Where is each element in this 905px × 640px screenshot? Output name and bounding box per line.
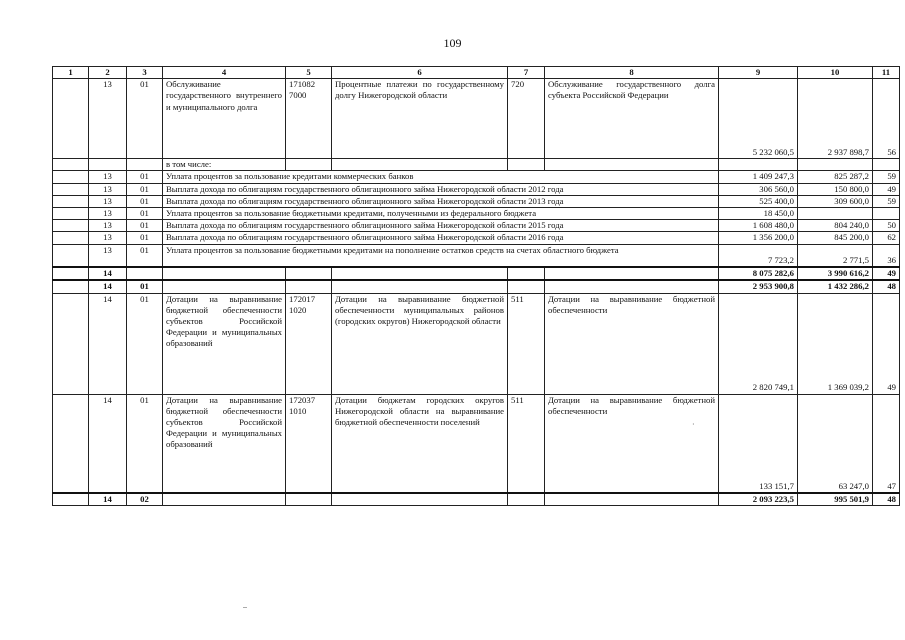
target-name xyxy=(332,267,508,280)
table-row xyxy=(53,232,900,244)
amount-actual: 2 771,5 xyxy=(798,244,873,267)
col1-cell xyxy=(53,195,89,207)
subsection-code xyxy=(127,267,163,280)
section-name: Дотации на выравнивание бюджетной обеспеченности субъектов Российской Федерации и муниципальных образований xyxy=(163,293,286,394)
expense-type-name: Обслуживание государственного долга субъекта Российской Федерации xyxy=(545,79,719,159)
target-name: Дотации на выравнивание бюджетной обеспеченности муниципальных районов (городских округов) Нижегородской области xyxy=(332,293,508,394)
col1-cell xyxy=(53,79,89,159)
subsection-code: 01 xyxy=(127,79,163,159)
expense-type-code xyxy=(508,159,545,171)
col1-cell xyxy=(53,493,89,506)
section-code: 14 xyxy=(89,493,127,506)
percent-cell: 48 xyxy=(873,493,900,506)
amount-actual: 825 287,2 xyxy=(798,171,873,183)
breakdown-item: Уплата процентов за пользование кредитами коммерческих банков xyxy=(163,171,719,183)
target-code: 172037 1010 xyxy=(286,394,332,493)
percent-cell: 56 xyxy=(873,79,900,159)
subsection-code: 01 xyxy=(127,171,163,183)
percent-cell: 59 xyxy=(873,195,900,207)
expense-type-name: Дотации на выравнивание бюджетной обеспеченности xyxy=(545,293,719,394)
amount-actual: 804 240,0 xyxy=(798,220,873,232)
amount-plan: 2 953 900,8 xyxy=(719,280,798,293)
col1-cell xyxy=(53,267,89,280)
expense-type-code: 511 xyxy=(508,394,545,493)
header-cell: 5 xyxy=(286,67,332,79)
amount-plan: 306 560,0 xyxy=(719,183,798,195)
target-code xyxy=(286,280,332,293)
amount-plan: 18 450,0 xyxy=(719,208,798,220)
target-name: Дотации бюджетам городских округов Нижегородской области на выравнивание бюджетной обеспеченности поселений xyxy=(332,394,508,493)
breakdown-item: Уплата процентов за пользование бюджетными кредитами на пополнение остатков средств на счетах областного бюджета xyxy=(163,244,719,267)
expense-type-code xyxy=(508,493,545,506)
subsection-total-row xyxy=(53,280,900,293)
section-name xyxy=(163,280,286,293)
section-code: 13 xyxy=(89,220,127,232)
table-row xyxy=(53,220,900,232)
expense-type-code: 720 xyxy=(508,79,545,159)
subsection-code: 02 xyxy=(127,493,163,506)
amount-plan: 1 356 200,0 xyxy=(719,232,798,244)
target-name xyxy=(332,493,508,506)
subsection-total-row xyxy=(53,493,900,506)
subsection-code: 01 xyxy=(127,232,163,244)
header-cell: 9 xyxy=(719,67,798,79)
amount-actual: 3 990 616,2 xyxy=(798,267,873,280)
header-cell: 10 xyxy=(798,67,873,79)
col1-cell xyxy=(53,394,89,493)
amount-actual: 1 432 286,2 xyxy=(798,280,873,293)
breakdown-item: Уплата процентов за пользование бюджетными кредитами, полученными из федерального бюджета xyxy=(163,208,719,220)
expense-type-code xyxy=(508,267,545,280)
scan-mark: · xyxy=(692,420,695,429)
col1-cell xyxy=(53,183,89,195)
expense-type-code: 511 xyxy=(508,293,545,394)
expense-type-name xyxy=(545,280,719,293)
section-code: 13 xyxy=(89,232,127,244)
section-code: 14 xyxy=(89,293,127,394)
amount-actual: 309 600,0 xyxy=(798,195,873,207)
table-row xyxy=(53,171,900,183)
target-name: Процентные платежи по государственному долгу Нижегородской области xyxy=(332,79,508,159)
subsection-code: 01 xyxy=(127,220,163,232)
percent-cell: 62 xyxy=(873,232,900,244)
target-code xyxy=(286,267,332,280)
amount-plan: 2 093 223,5 xyxy=(719,493,798,506)
amount-plan: 7 723,2 xyxy=(719,244,798,267)
amount-actual: 995 501,9 xyxy=(798,493,873,506)
col1-cell xyxy=(53,208,89,220)
amount-plan: 525 400,0 xyxy=(719,195,798,207)
subsection-code: 01 xyxy=(127,293,163,394)
col1-cell xyxy=(53,244,89,267)
table-row xyxy=(53,244,900,267)
col1-cell xyxy=(53,171,89,183)
amount-plan: 1 608 480,0 xyxy=(719,220,798,232)
subsection-code: 01 xyxy=(127,394,163,493)
amount-plan xyxy=(719,159,798,171)
section-code: 13 xyxy=(89,183,127,195)
expense-type-name xyxy=(545,493,719,506)
breakdown-item: Выплата дохода по облигациям государственного облигационного займа Нижегородской области 2012 года xyxy=(163,183,719,195)
subsection-code xyxy=(127,159,163,171)
subsection-code: 01 xyxy=(127,208,163,220)
table-row xyxy=(53,293,900,394)
section-name xyxy=(163,267,286,280)
amount-actual: 2 937 898,7 xyxy=(798,79,873,159)
page-number: 109 xyxy=(443,36,462,50)
percent-cell: 36 xyxy=(873,244,900,267)
section-code: 13 xyxy=(89,79,127,159)
amount-actual xyxy=(798,208,873,220)
target-code: 171082 7000 xyxy=(286,79,332,159)
header-cell: 6 xyxy=(332,67,508,79)
expense-type-name xyxy=(545,267,719,280)
amount-actual: 63 247,0 xyxy=(798,394,873,493)
section-code: 13 xyxy=(89,171,127,183)
header-cell: 3 xyxy=(127,67,163,79)
section-name: Обслуживание государственного внутреннего и муниципального долга xyxy=(163,79,286,159)
section-name: Дотации на выравнивание бюджетной обеспеченности субъектов Российской Федерации и муниципальных образований xyxy=(163,394,286,493)
table-row xyxy=(53,394,900,493)
target-code: 172017 1020 xyxy=(286,293,332,394)
percent-cell: 49 xyxy=(873,293,900,394)
scan-dash xyxy=(243,607,247,608)
amount-plan: 5 232 060,5 xyxy=(719,79,798,159)
expense-type-name: Дотации на выравнивание бюджетной обеспеченности xyxy=(545,394,719,493)
header-cell: 8 xyxy=(545,67,719,79)
amount-plan: 2 820 749,1 xyxy=(719,293,798,394)
table-row xyxy=(53,195,900,207)
percent-cell: 50 xyxy=(873,220,900,232)
section-code xyxy=(89,159,127,171)
col1-cell xyxy=(53,232,89,244)
amount-plan: 8 075 282,6 xyxy=(719,267,798,280)
section-code: 13 xyxy=(89,208,127,220)
col1-cell xyxy=(53,293,89,394)
breakdown-item: Выплата дохода по облигациям государственного облигационного займа Нижегородской области 2016 года xyxy=(163,232,719,244)
breakdown-item: Выплата дохода по облигациям государственного облигационного займа Нижегородской области 2013 года xyxy=(163,195,719,207)
amount-actual: 845 200,0 xyxy=(798,232,873,244)
breakdown-item: Выплата дохода по облигациям государственного облигационного займа Нижегородской области 2015 года xyxy=(163,220,719,232)
percent-cell: 47 xyxy=(873,394,900,493)
col1-cell xyxy=(53,280,89,293)
expense-type-code xyxy=(508,280,545,293)
subsection-code: 01 xyxy=(127,280,163,293)
table-row xyxy=(53,183,900,195)
subsection-code: 01 xyxy=(127,183,163,195)
budget-table xyxy=(52,66,900,506)
expense-type-name xyxy=(545,159,719,171)
percent-cell xyxy=(873,159,900,171)
section-code: 14 xyxy=(89,394,127,493)
section-code: 14 xyxy=(89,280,127,293)
percent-cell: 49 xyxy=(873,267,900,280)
amount-actual: 150 800,0 xyxy=(798,183,873,195)
target-name xyxy=(332,159,508,171)
header-cell: 7 xyxy=(508,67,545,79)
table-row xyxy=(53,208,900,220)
target-code xyxy=(286,159,332,171)
section-total-row xyxy=(53,267,900,280)
subsection-code: 01 xyxy=(127,195,163,207)
target-name xyxy=(332,280,508,293)
header-cell: 1 xyxy=(53,67,89,79)
subsection-code: 01 xyxy=(127,244,163,267)
section-code: 13 xyxy=(89,195,127,207)
percent-cell: 48 xyxy=(873,280,900,293)
amount-plan: 1 409 247,3 xyxy=(719,171,798,183)
amount-actual xyxy=(798,159,873,171)
table-row xyxy=(53,79,900,159)
percent-cell xyxy=(873,208,900,220)
header-cell: 11 xyxy=(873,67,900,79)
amount-plan: 133 151,7 xyxy=(719,394,798,493)
percent-cell: 49 xyxy=(873,183,900,195)
section-name xyxy=(163,493,286,506)
header-row xyxy=(53,67,900,79)
target-code xyxy=(286,493,332,506)
section-code: 13 xyxy=(89,244,127,267)
col1-cell xyxy=(53,159,89,171)
amount-actual: 1 369 039,2 xyxy=(798,293,873,394)
section-name: в том числе: xyxy=(163,159,286,171)
section-code: 14 xyxy=(89,267,127,280)
col1-cell xyxy=(53,220,89,232)
table-row xyxy=(53,159,900,171)
header-cell: 4 xyxy=(163,67,286,79)
percent-cell: 59 xyxy=(873,171,900,183)
header-cell: 2 xyxy=(89,67,127,79)
